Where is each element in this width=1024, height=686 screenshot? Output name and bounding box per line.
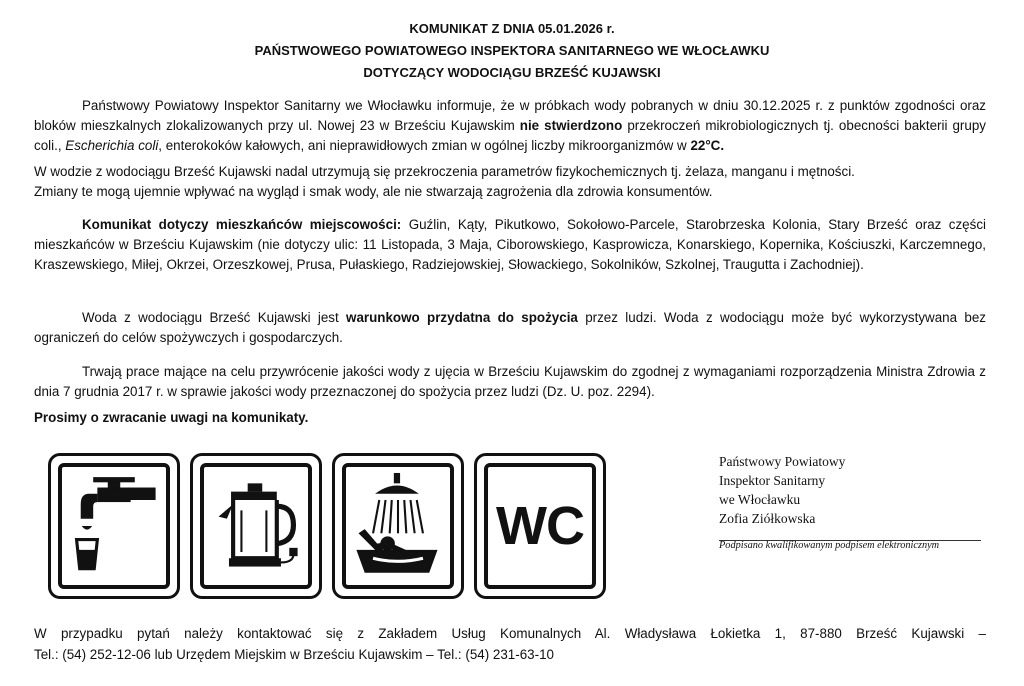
paragraph-water-usability	[34, 308, 986, 348]
bold-affected-label: Komunikat dotyczy mieszkańców miejscowości:	[82, 217, 402, 232]
exceedances-line-2: Zmiany te mogą ujemnie wpływać na wygląd i smak wody, ale nie stwarzają zagrożenia dla zdrowia konsumentów.	[34, 184, 713, 199]
signature-note: Podpisano kwalifikowanym podpisem elektronicznym	[719, 540, 940, 551]
signature-line-2: Inspektor Sanitarny	[719, 473, 826, 488]
header-line-2: PAŃSTWOWEGO POWIATOWEGO INSPEKTORA SANITARNEGO WE WŁOCŁAWKU	[254, 43, 770, 58]
footer-contact-line-2: Tel.: (54) 252-12-06 lub Urzędem Miejskim w Brześciu Kujawskim – Tel.: (54) 231-63-10	[34, 647, 554, 662]
paragraph-ongoing-work	[34, 362, 986, 402]
text: przez ludzi. Woda z wodociągu może być wykorzystywana bez ograniczeń do celów spożywczych i gospodarczych.	[34, 310, 986, 345]
usage-icons-row	[48, 453, 608, 599]
text: Woda z wodociągu Brześć Kujawski jest	[82, 310, 347, 325]
bold-not-found: nie stwierdzono	[519, 118, 623, 133]
exceedances-line-1: W wodzie z wodociągu Brześć Kujawski nadal utrzymują się przekroczenia parametrów fizykochemicznych tj. żelaza, manganu i mętności.	[34, 164, 855, 179]
footer-contact-line-1: W przypadku pytań należy kontaktować się z Zakładem Usług Komunalnych Al. Władysława Łokietka 1, 87-880 Brześć Kujawski –	[34, 626, 986, 641]
signature-line-1: Państwowy Powiatowy	[719, 454, 846, 469]
text: , enterokoków kałowych, ani nieprawidłowych zmian w ogólnej liczby mikroorganizmów w	[158, 138, 691, 153]
wc-label: WC	[496, 496, 584, 556]
italic-ecoli: Escherichia coli	[65, 138, 159, 153]
signature-block	[719, 452, 845, 528]
header-line-1: KOMUNIKAT Z DNIA 05.01.2026 r.	[409, 21, 615, 36]
paragraph-affected-areas	[34, 215, 986, 275]
text: Państwowy Powiatowy Inspektor Sanitarny we Włocławku informuje, że w próbkach wody pobranych w dniu 30.12.2025 r. z punktów zgodności oraz bloków mieszkalnych zlokalizowanych przy ul. Nowej 23 w Brześciu Kujawskim	[34, 98, 986, 133]
bold-temperature: 22°C.	[690, 138, 725, 153]
text: przekroczeń mikrobiologicznych tj. obecności bakterii grupy coli.,	[34, 118, 986, 153]
notice-text: Prosimy o zwracanie uwagi na komunikaty.	[34, 410, 309, 425]
signature-name: Zofia Ziółkowska	[719, 511, 816, 526]
signature-line-3: we Włocławku	[719, 492, 801, 507]
paragraph-lab-results	[34, 96, 986, 156]
electric-kettle-icon	[190, 453, 322, 599]
tap-with-glass-icon	[48, 453, 180, 599]
header-line-3: DOTYCZĄCY WODOCIĄGU BRZEŚĆ KUJAWSKI	[363, 65, 661, 80]
text: Guźlin, Kąty, Pikutkowo, Sokołowo-Parcele, Starobrzeska Kolonia, Stary Brześć oraz części mieszkańców w Brześciu Kujawskim (nie dotyczy ulic: 11 Listopada, 3 Maja, Ciborowskiego, Kasprowicza, Konarskiego, Kopernika, Kościuszki, Karczemnego, Kraszewskiego, Miłej, Okrzei, Orzeszkowej, Prusa, Pułaskiego, Radziejowskiej, Słowackiego, Sokolników, Szkolnej, Traugutta i Zachodniej).	[34, 217, 986, 272]
text: Trwają prace mające na celu przywrócenie jakości wody z ujęcia w Brześciu Kujawskim do zgodnej z wymaganiami rozporządzenia Ministra Zdrowia z dnia 7 grudnia 2017 r. w sprawie jakości wody przeznaczonej do spożycia przez ludzi (Dz. U. poz. 2294).	[34, 364, 986, 399]
wc-icon	[474, 453, 606, 599]
paragraph-exceedances	[34, 162, 986, 202]
bold-conditionally-fit: warunkowo przydatna do spożycia	[346, 310, 578, 325]
shower-bath-icon	[332, 453, 464, 599]
